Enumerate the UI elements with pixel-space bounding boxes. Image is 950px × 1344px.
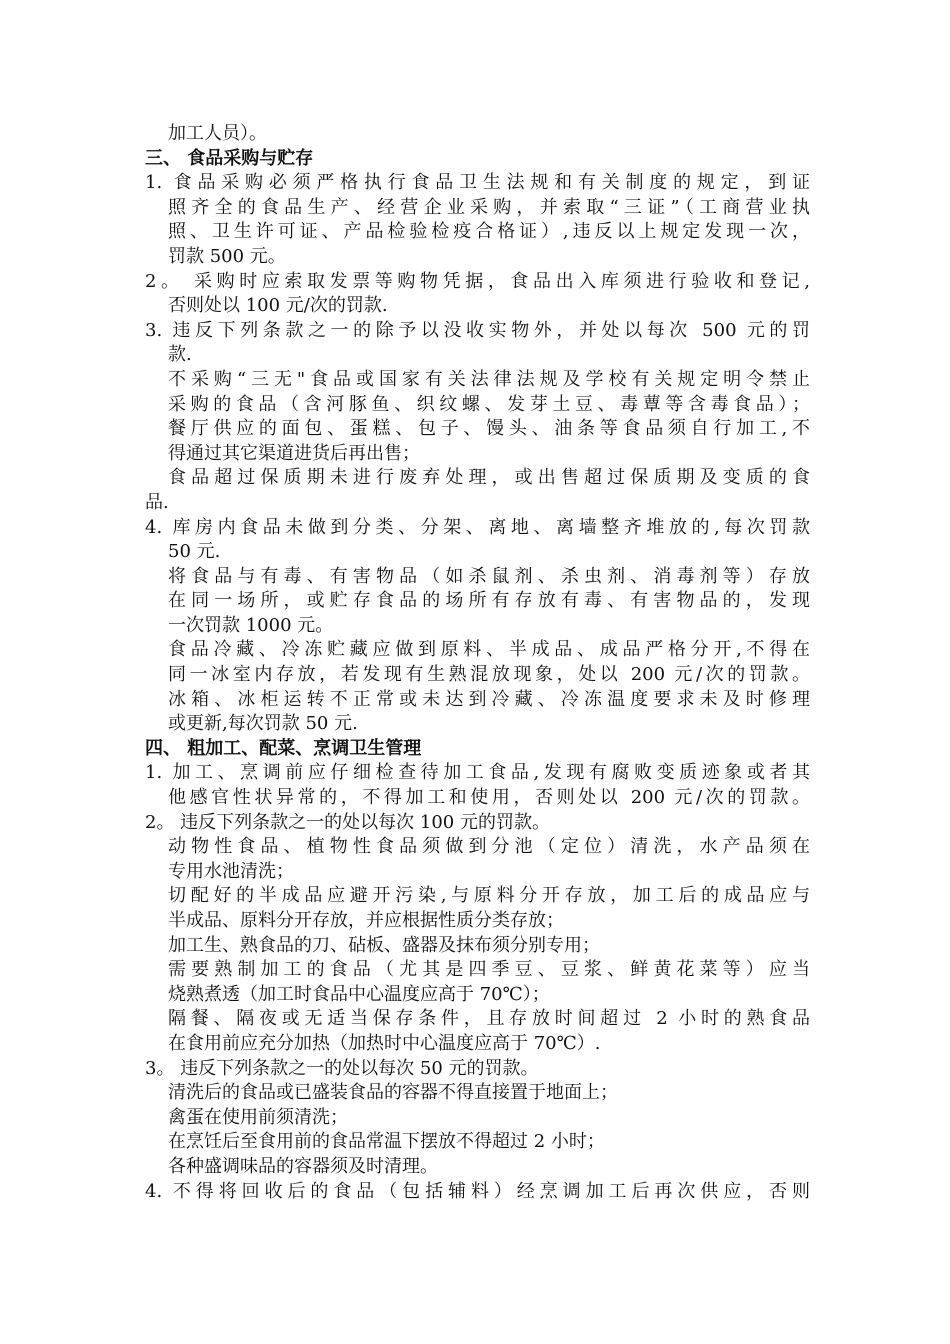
- text-line: 在烹饪后至食用前的食品常温下摆放不得超过 2 小时；: [168, 1131, 605, 1153]
- text-line: 切配好的半成品应避开污染,与原料分开存放，加工后的成品应与: [168, 885, 810, 907]
- document-body: [145, 122, 810, 1204]
- text-line: 餐厅供应的面包、蛋糕、包子、馒头、油条等食品须自行加工,不: [168, 418, 810, 440]
- text-line: 加工人员）。: [168, 123, 267, 144]
- text-line: 动物性食品、植物性食品须做到分池（定位）清洗，水产品须在: [168, 836, 810, 858]
- section-heading: 三、 食品采购与贮存: [145, 147, 314, 169]
- text-line: 2。 违反下列条款之一的处以每次 100 元的罚款。: [145, 811, 550, 833]
- text-line: 或更新,每次罚款 50 元.: [168, 713, 358, 735]
- text-line: 冰箱、冰柜运转不正常或未达到冷藏、冷冻温度要求未及时修理: [168, 688, 810, 710]
- text-line: 4. 不得将回收后的食品（包括辅料）经烹调加工后再次供应，否则: [145, 1180, 810, 1202]
- text-line: 1. 食品采购必须严格执行食品卫生法规和有关制度的规定，到证: [145, 172, 810, 194]
- text-line: 在食用前应充分加热（加热时中心温度应高于 70℃）.: [168, 1032, 601, 1054]
- text-line: 在同一场所，或贮存食品的场所有存放有毒、有害物品的，发现: [168, 590, 810, 612]
- text-line: 将食品与有毒、有害物品（如杀鼠剂、杀虫剂、消毒剂等）存放: [168, 565, 810, 587]
- text-line: 款.: [168, 344, 192, 366]
- text-line: 同一冰室内存放，若发现有生熟混放现象，处以 200 元/次的罚款。: [168, 664, 810, 686]
- text-line: 罚款 500 元。: [168, 245, 286, 267]
- text-line: 50 元.: [168, 541, 221, 563]
- text-line: 照齐全的食品生产、经营企业采购，并索取“三证”（工商营业执: [168, 196, 810, 218]
- text-line: 1. 加工、烹调前应仔细检查待加工食品,发现有腐败变质迹象或者其: [145, 762, 810, 784]
- text-line: 清洗后的食品或已盛装食品的容器不得直接置于地面上；: [168, 1082, 618, 1104]
- text-line: 3。 违反下列条款之一的处以每次 50 元的罚款。: [145, 1057, 539, 1079]
- text-line: 专用水池清洗；: [168, 860, 294, 882]
- text-line: 食品超过保质期未进行废弃处理，或出售超过保质期及变质的食: [168, 467, 810, 489]
- text-line: 采购的食品（含河豚鱼、织纹螺、发芽土豆、毒蕈等含毒食品）；: [168, 393, 810, 415]
- text-line: 3. 违反下列条款之一的除予以没收实物外，并处以每次 500 元的罚: [145, 319, 810, 341]
- text-line: 各种盛调味品的容器须及时清理。: [168, 1155, 438, 1177]
- text-line: 烧熟煮透（加工时食品中心温度应高于 70℃）；: [168, 983, 550, 1005]
- text-line: 半成品、原料分开存放，并应根据性质分类存放；: [168, 910, 564, 931]
- text-line: 加工生、熟食品的刀、砧板、盛器及抹布须分别专用；: [168, 934, 600, 956]
- section-heading: 四、 粗加工、配菜、烹调卫生管理: [145, 737, 422, 759]
- text-line: 禽蛋在使用前须清洗；: [168, 1106, 348, 1128]
- text-line: 食品冷藏、冷冻贮藏应做到原料、半成品、成品严格分开,不得在: [168, 639, 810, 661]
- text-line: 2。 采购时应索取发票等购物凭据，食品出入库须进行验收和登记,: [145, 270, 810, 292]
- text-line: 品.: [145, 491, 169, 513]
- text-line: 他感官性状异常的，不得加工和使用，否则处以 200 元/次的罚款。: [168, 787, 810, 809]
- text-line: 一次罚款 1000 元。: [168, 614, 334, 636]
- text-line: 4. 库房内食品未做到分类、分架、离地、离墙整齐堆放的,每次罚款: [145, 516, 810, 538]
- text-line: 否则处以 100 元/次的罚款.: [168, 295, 388, 317]
- text-line: 隔餐、隔夜或无适当保存条件，且存放时间超过 2 小时的熟食品: [168, 1008, 810, 1030]
- text-line: 照、卫生许可证、产品检验检疫合格证）,违反以上规定发现一次，: [168, 221, 810, 243]
- text-line: 不采购“三无"食品或国家有关法律法规及学校有关规定明令禁止: [168, 368, 810, 390]
- text-line: 需要熟制加工的食品（尤其是四季豆、豆浆、鲜黄花菜等）应当: [168, 959, 810, 981]
- text-line: 得通过其它渠道进货后再出售；: [168, 442, 420, 464]
